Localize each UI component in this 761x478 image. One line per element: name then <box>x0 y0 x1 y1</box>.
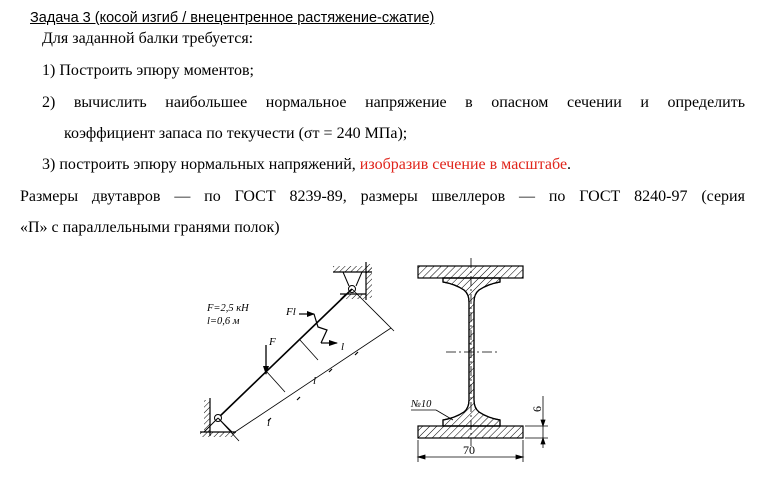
intro-text: Для заданной балки требуется: <box>42 30 254 47</box>
sizes-word: швеллеров <box>431 188 506 205</box>
sizes-word: по <box>204 188 221 205</box>
sizes-word: 8240-97 <box>634 188 688 205</box>
sizes-word: Размеры <box>20 188 79 205</box>
item-2-line-2: коэффициент запаса по текучести (σт = 240 МПа); <box>64 125 408 142</box>
item-2-word: определить <box>667 94 745 111</box>
item-3-end: . <box>567 156 572 173</box>
length-value-label: l=0,6 м <box>207 316 240 327</box>
sizes-word: (серия <box>701 188 745 205</box>
sizes-word: — <box>519 188 535 205</box>
sizes-word: размеры <box>360 188 418 205</box>
item-2-word: сечении <box>566 94 622 111</box>
sizes-line-2: «П» с параллельными гранями полок) <box>20 219 280 236</box>
bottom-plate <box>418 426 523 438</box>
sizes-word: по <box>548 188 566 205</box>
width-dimension-value: 70 <box>463 443 475 457</box>
item-2-word: 2) <box>42 94 56 111</box>
item-2-word: напряжение <box>365 94 447 111</box>
item-2-word: и <box>640 94 649 111</box>
item-2-word: опасном <box>491 94 549 111</box>
point-force-label: F <box>269 336 276 348</box>
profile-label: №10 <box>411 399 432 410</box>
sizes-word: ГОСТ <box>234 188 276 205</box>
force-value-label: F=2,5 кН <box>207 303 249 314</box>
sizes-word: ГОСТ <box>579 188 621 205</box>
item-2-word: нормальное <box>265 94 347 111</box>
top-plate <box>418 266 523 278</box>
item-2-word: наибольшее <box>165 94 248 111</box>
item-2-word: вычислить <box>73 94 147 111</box>
thickness-dimension-value: 6 <box>530 406 544 412</box>
item-3-text: 3) построить эпюру нормальных напряжений, <box>42 156 360 173</box>
segment-label-1: l <box>341 341 345 353</box>
item-2-word: в <box>465 94 473 111</box>
thickness-dimension <box>525 396 548 448</box>
sizes-word: двутавров <box>91 188 161 205</box>
segment-label-2: l <box>313 375 317 387</box>
moment-label: Fl <box>286 306 296 318</box>
sizes-word: — <box>174 188 191 205</box>
segment-label-3: l <box>267 417 271 429</box>
sizes-word: 8239-89, <box>289 188 347 205</box>
item-3-highlight: изобразив сечение в масштабе <box>359 156 568 173</box>
item-1: 1) Построить эпюру моментов; <box>42 62 254 79</box>
task-heading: Задача 3 (косой изгиб / внецентренное растяжение-сжатие) <box>30 10 435 26</box>
